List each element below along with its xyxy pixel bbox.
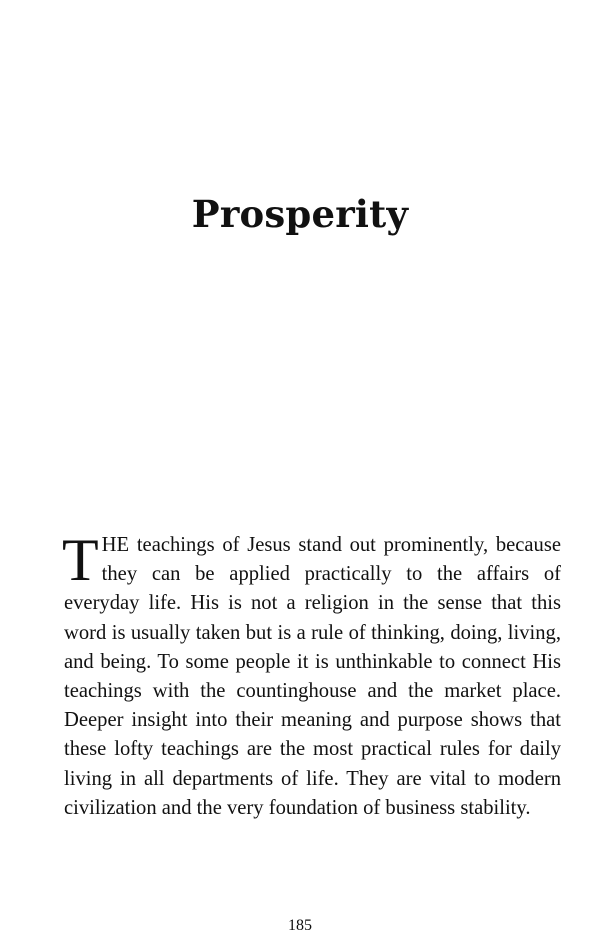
drop-cap: T (62, 527, 99, 593)
paragraph-text: HE teachings of Jesus stand out prominently, because they can be applied practically to the affairs of everyday life. His is not a religion in the sense that this word is usually taken but is a rule of thinking, doing, living, and being. To some people it is unthinkable to connect His teachings with the countinghouse and the market place. Deeper insight into their meaning and purpose shows that these lofty teachings are the most practical rules for daily living in all departments of life. They are vital to modern civilization and the very foundation of business stability. (64, 534, 561, 819)
body-paragraph (62, 527, 561, 823)
page-number: 185 (288, 917, 312, 934)
chapter-title: Prosperity (191, 192, 409, 236)
